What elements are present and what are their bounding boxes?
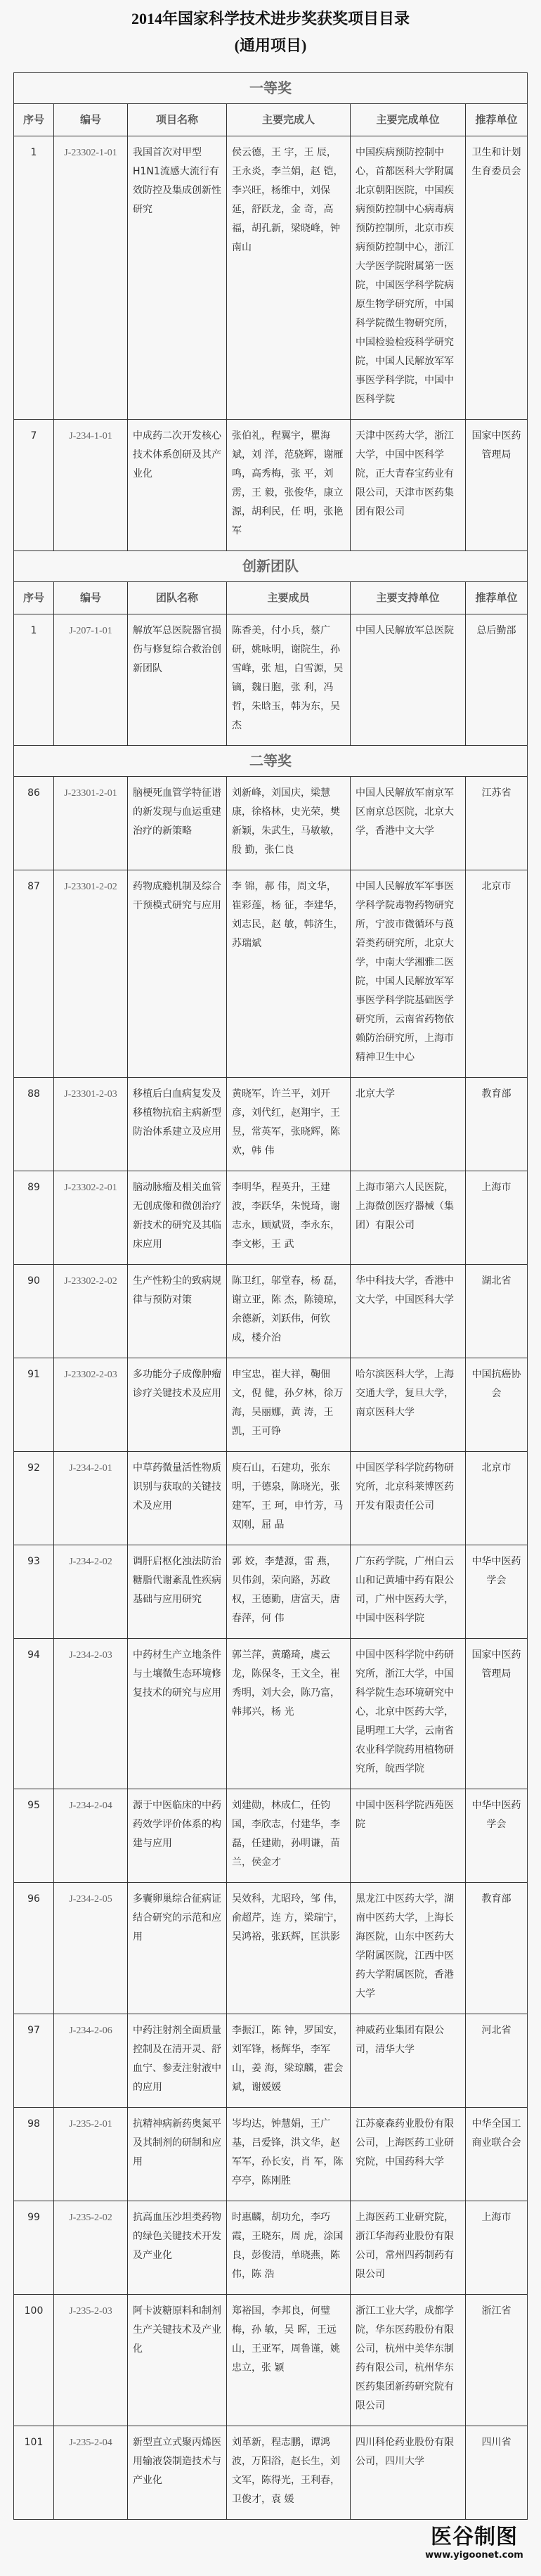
cell-members: 侯云德，王 宇，王 辰，王永炎，李兰娟，赵 铠，李兴旺，杨维中，刘保延，舒跃龙，金 奇，高 福，胡孔新，梁晓峰，钟南山 xyxy=(227,136,351,420)
cell-seq: 99 xyxy=(14,2201,54,2295)
cell-seq: 94 xyxy=(14,1639,54,1789)
cell-seq: 97 xyxy=(14,2014,54,2108)
cell-members: 陈卫红，邬堂春，杨 磊，谢立亚，陈 杰，陈镜琼，余德新，刘跃伟，何钦成，楼介治 xyxy=(227,1265,351,1358)
cell-code: J-23301-2-01 xyxy=(54,777,128,870)
cell-units: 浙江工业大学，成都学院，华东医药股份有限公司，杭州中美华东制药有限公司，杭州华东医药集团新药研究院有限公司 xyxy=(351,2295,466,2426)
column-header-members: 主要成员 xyxy=(227,582,351,614)
cell-project-name: 抗高血压沙坦类药物的绿色关键技术开发及产业化 xyxy=(128,2201,227,2295)
cell-recommender: 北京市 xyxy=(466,1452,528,1545)
cell-project-name: 中药材生产立地条件与土壤微生态环境修复技术的研究与应用 xyxy=(128,1639,227,1789)
cell-recommender: 江苏省 xyxy=(466,777,528,870)
table-row xyxy=(14,1789,528,1883)
cell-members: 时惠麟，胡功允，李巧霞，王晓东，周 虎，涂国良，彭俊清，单晓燕，陈 伟，陈 浩 xyxy=(227,2201,351,2295)
table-row xyxy=(14,1078,528,1171)
section-title: 一等奖 xyxy=(14,73,528,104)
column-header-code: 编号 xyxy=(54,104,128,136)
cell-recommender: 河北省 xyxy=(466,2014,528,2108)
cell-project-name: 中成药二次开发核心技术体系创研及其产业化 xyxy=(128,420,227,551)
cell-seq: 95 xyxy=(14,1789,54,1883)
section-header-row xyxy=(14,73,528,104)
cell-code: J-207-1-01 xyxy=(54,614,128,746)
cell-seq: 92 xyxy=(14,1452,54,1545)
cell-members: 黄晓军，许兰平，刘开彦，刘代红，赵翔宇，王 昱，常英军，张晓辉，陈 欢，韩 伟 xyxy=(227,1078,351,1171)
column-header-recommender: 推荐单位 xyxy=(466,582,528,614)
cell-recommender: 教育部 xyxy=(466,1883,528,2014)
cell-seq: 87 xyxy=(14,870,54,1078)
cell-recommender: 卫生和计划生育委员会 xyxy=(466,136,528,420)
page-title xyxy=(0,0,541,59)
cell-project-name: 药物成瘾机制及综合干预模式研究与应用 xyxy=(128,870,227,1078)
table-row xyxy=(14,2108,528,2201)
watermark-url: www.yigoonet.com xyxy=(425,2550,523,2561)
table-row xyxy=(14,777,528,870)
cell-seq: 90 xyxy=(14,1265,54,1358)
cell-members: 李振江，陈 钟，罗国安，刘军锋，杨辉华，李军山，姜 海，梁琼麟，霍会斌，谢媛媛 xyxy=(227,2014,351,2108)
cell-code: J-234-2-03 xyxy=(54,1639,128,1789)
cell-project-name: 多功能分子成像肿瘤诊疗关键技术及应用 xyxy=(128,1358,227,1452)
cell-units: 广东药学院，广州白云山和记黄埔中药有限公司，广州中医药大学，中国中医科学院 xyxy=(351,1545,466,1639)
cell-seq: 91 xyxy=(14,1358,54,1452)
cell-units: 上海医药工业研究院，浙江华海药业股份有限公司，常州四药制药有限公司 xyxy=(351,2201,466,2295)
cell-members: 郭 姣，李楚源，雷 燕，贝伟剑，荣向路，苏政权，王德勤，唐富天，唐春萍，何 伟 xyxy=(227,1545,351,1639)
column-header-units: 主要完成单位 xyxy=(351,104,466,136)
cell-project-name: 生产性粉尘的致病规律与预防对策 xyxy=(128,1265,227,1358)
cell-code: J-235-2-04 xyxy=(54,2426,128,2520)
cell-units: 中国中医科学院西苑医院 xyxy=(351,1789,466,1883)
cell-recommender: 四川省 xyxy=(466,2426,528,2520)
cell-recommender: 中华全国工商业联合会 xyxy=(466,2108,528,2201)
cell-code: J-23301-2-03 xyxy=(54,1078,128,1171)
cell-project-name: 抗精神病新药奥氮平及其制剂的研制和应用 xyxy=(128,2108,227,2201)
title-line-2: (通用项目) xyxy=(234,37,307,54)
cell-project-name: 我国首次对甲型H1N1流感大流行有效防控及集成创新性研究 xyxy=(128,136,227,420)
cell-code: J-23302-1-01 xyxy=(54,136,128,420)
cell-units: 上海市第六人民医院，上海微创医疗器械（集团）有限公司 xyxy=(351,1171,466,1265)
cell-units: 江苏豪森药业股份有限公司，上海医药工业研究院，中国药科大学 xyxy=(351,2108,466,2201)
table-row xyxy=(14,1358,528,1452)
table-row xyxy=(14,2201,528,2295)
cell-members: 李明华，程英升，王建波，李跃华，朱悦琦，谢志永，顾斌贤，李永东，李文彬，王 武 xyxy=(227,1171,351,1265)
cell-recommender: 中华中医药学会 xyxy=(466,1789,528,1883)
cell-recommender: 上海市 xyxy=(466,1171,528,1265)
cell-project-name: 多囊卵巢综合征病证结合研究的示范和应用 xyxy=(128,1883,227,2014)
cell-recommender: 北京市 xyxy=(466,870,528,1078)
section-title: 创新团队 xyxy=(14,551,528,582)
cell-code: J-234-2-02 xyxy=(54,1545,128,1639)
title-line-1: 2014年国家科学技术进步奖获奖项目目录 xyxy=(131,10,410,27)
cell-recommender: 中国抗癌协会 xyxy=(466,1358,528,1452)
cell-units: 黑龙江中医药大学，湖南中医药大学，上海长海医院，山东中医药大学附属医院，江西中医药大学附属医院，香港大学 xyxy=(351,1883,466,2014)
cell-code: J-234-1-01 xyxy=(54,420,128,551)
cell-code: J-235-2-01 xyxy=(54,2108,128,2201)
cell-members: 刘建勋，林成仁，任钧国，李欣志，付建华，李 磊，任建勋，孙明谦，苗 兰，侯金才 xyxy=(227,1789,351,1883)
table-row xyxy=(14,1265,528,1358)
cell-recommender: 教育部 xyxy=(466,1078,528,1171)
cell-seq: 86 xyxy=(14,777,54,870)
cell-members: 刘革新，程志鹏，谭鸿波，万阳浴，赵长生，刘文军，陈得光，王利春，卫俊才，袁 媛 xyxy=(227,2426,351,2520)
cell-code: J-234-2-01 xyxy=(54,1452,128,1545)
cell-recommender: 上海市 xyxy=(466,2201,528,2295)
cell-code: J-23302-2-01 xyxy=(54,1171,128,1265)
cell-recommender: 国家中医药管理局 xyxy=(466,420,528,551)
column-header-project-name: 项目名称 xyxy=(128,104,227,136)
cell-code: J-23302-2-02 xyxy=(54,1265,128,1358)
cell-units: 天津中医药大学，浙江大学，中国中医科学院，正大青春宝药业有限公司，天津市医药集团有限公司 xyxy=(351,420,466,551)
column-header-row xyxy=(14,104,528,136)
cell-units: 中国中医科学院中药研究所，浙江大学，中国科学院生态环境研究中心，北京中医药大学，昆明理工大学，云南省农业科学院药用植物研究所，皖西学院 xyxy=(351,1639,466,1789)
column-header-seq: 序号 xyxy=(14,104,54,136)
table-row xyxy=(14,1171,528,1265)
cell-members: 李 锦，郝 伟，周文华，崔彩莲，杨 征，李建华，刘志民，赵 敏，韩济生，苏瑞斌 xyxy=(227,870,351,1078)
table-row xyxy=(14,1545,528,1639)
cell-members: 郑裕国，李邦良，何璧梅，孙 敏，吴 晖，王远山，王亚军，周鲁谨，姚忠立，张 颖 xyxy=(227,2295,351,2426)
section-title: 二等奖 xyxy=(14,746,528,777)
table-row xyxy=(14,136,528,420)
column-header-row xyxy=(14,582,528,614)
cell-units: 神威药业集团有限公司，清华大学 xyxy=(351,2014,466,2108)
cell-code: J-23301-2-02 xyxy=(54,870,128,1078)
cell-project-name: 解放军总医院器官损伤与修复综合救治创新团队 xyxy=(128,614,227,746)
cell-members: 陈香美，付小兵，蔡广研，姚咏明，谢院生，孙雪峰，张 旭，白雪源，吴 镝，魏日胞，张 利，冯 哲，朱晗玉，韩为东，吴 杰 xyxy=(227,614,351,746)
column-header-code: 编号 xyxy=(54,582,128,614)
cell-code: J-234-2-06 xyxy=(54,2014,128,2108)
cell-seq: 96 xyxy=(14,1883,54,2014)
column-header-seq: 序号 xyxy=(14,582,54,614)
cell-units: 中国医学科学院药物研究所，北京科莱博医药开发有限责任公司 xyxy=(351,1452,466,1545)
cell-members: 申宝忠，崔大祥，鞠佃文，倪 健，孙夕林，徐万海，吴丽娜，黄 涛，王 凯，王可铮 xyxy=(227,1358,351,1452)
cell-members: 吴效科，尤昭玲，邹 伟，俞超芹，连 方，梁瑞宁，吴鸿裕，张跃辉，匡洪影 xyxy=(227,1883,351,2014)
cell-seq: 1 xyxy=(14,614,54,746)
cell-recommender: 湖北省 xyxy=(466,1265,528,1358)
cell-units: 中国疾病预防控制中心，首都医科大学附属北京朝阳医院，中国疾病预防控制中心病毒病预防控制所，北京市疾病预防控制中心，浙江大学医学院附属第一医院，中国医学科学院病原生物学研究所，中国科学院微生物研究所，中国检验检疫科学研究院，中国人民解放军军事医学科学院，中国中医科学院 xyxy=(351,136,466,420)
award-table xyxy=(13,72,528,2520)
column-header-units: 主要支持单位 xyxy=(351,582,466,614)
table-row xyxy=(14,614,528,746)
cell-units: 四川科伦药业股份有限公司，四川大学 xyxy=(351,2426,466,2520)
cell-project-name: 调肝启枢化浊法防治糖脂代谢紊乱性疾病基础与应用研究 xyxy=(128,1545,227,1639)
cell-code: J-23302-2-03 xyxy=(54,1358,128,1452)
cell-members: 郭兰萍，黄璐琦，虞云龙，陈保冬，王文全，崔秀明，刘大会，陈乃富，韩邦兴，杨 光 xyxy=(227,1639,351,1789)
cell-seq: 7 xyxy=(14,420,54,551)
cell-seq: 98 xyxy=(14,2108,54,2201)
cell-units: 华中科技大学，香港中文大学，中国医科大学 xyxy=(351,1265,466,1358)
cell-members: 岑均达，钟慧娟，王广基，吕爱锋，洪文华，赵军军，孙长安，肖 军，陈亭亭，陈刚胜 xyxy=(227,2108,351,2201)
cell-project-name: 中草药微量活性物质识别与获取的关键技术及应用 xyxy=(128,1452,227,1545)
cell-recommender: 国家中医药管理局 xyxy=(466,1639,528,1789)
table-row xyxy=(14,1452,528,1545)
cell-units: 北京大学 xyxy=(351,1078,466,1171)
table-row xyxy=(14,870,528,1078)
cell-project-name: 中药注射剂全面质量控制及在清开灵、舒血宁、参麦注射液中的应用 xyxy=(128,2014,227,2108)
cell-code: J-234-2-04 xyxy=(54,1789,128,1883)
cell-project-name: 脑动脉瘤及相关血管无创成像和微创治疗新技术的研究及其临床应用 xyxy=(128,1171,227,1265)
column-header-project-name: 团队名称 xyxy=(128,582,227,614)
cell-members: 庾石山，石建功，张东明，于德泉，陈晓光，张建军，王 珂，申竹芳，马双刚，屈 晶 xyxy=(227,1452,351,1545)
cell-project-name: 移植后白血病复发及移植物抗宿主病新型防治体系建立及应用 xyxy=(128,1078,227,1171)
table-row xyxy=(14,420,528,551)
cell-project-name: 脑梗死血管学特征谱的新发现与血运重建治疗的新策略 xyxy=(128,777,227,870)
cell-seq: 1 xyxy=(14,136,54,420)
cell-seq: 93 xyxy=(14,1545,54,1639)
watermark-logo xyxy=(422,2525,527,2562)
watermark-name: 医谷制图 xyxy=(431,2525,518,2549)
cell-project-name: 源于中医临床的中药药效学评价体系的构建与应用 xyxy=(128,1789,227,1883)
cell-seq: 88 xyxy=(14,1078,54,1171)
cell-code: J-234-2-05 xyxy=(54,1883,128,2014)
cell-seq: 89 xyxy=(14,1171,54,1265)
cell-units: 中国人民解放军总医院 xyxy=(351,614,466,746)
table-row xyxy=(14,2295,528,2426)
cell-units: 哈尔滨医科大学，上海交通大学，复旦大学，南京医科大学 xyxy=(351,1358,466,1452)
cell-recommender: 总后勤部 xyxy=(466,614,528,746)
table-row xyxy=(14,2014,528,2108)
cell-members: 刘新峰，刘国庆，梁慧康，徐格林，史光荣，樊新颖，朱武生，马敏敏，殷 勤，张仁良 xyxy=(227,777,351,870)
table-row xyxy=(14,1883,528,2014)
cell-seq: 100 xyxy=(14,2295,54,2426)
cell-code: J-235-2-02 xyxy=(54,2201,128,2295)
cell-project-name: 阿卡波糖原料和制剂生产关键技术及产业化 xyxy=(128,2295,227,2426)
section-header-row xyxy=(14,551,528,582)
section-header-row xyxy=(14,746,528,777)
table-row xyxy=(14,2426,528,2520)
cell-units: 中国人民解放军南京军区南京总医院，北京大学，香港中文大学 xyxy=(351,777,466,870)
table-row xyxy=(14,1639,528,1789)
cell-code: J-235-2-03 xyxy=(54,2295,128,2426)
cell-recommender: 中华中医药学会 xyxy=(466,1545,528,1639)
cell-units: 中国人民解放军军事医学科学院毒物药物研究所，宁波市微循环与莨菪类药研究所，北京大学，中南大学湘雅二医院，中国人民解放军军事医学科学院基础医学研究所，云南省药物依赖防治研究所，上海市精神卫生中心 xyxy=(351,870,466,1078)
column-header-recommender: 推荐单位 xyxy=(466,104,528,136)
cell-seq: 101 xyxy=(14,2426,54,2520)
column-header-members: 主要完成人 xyxy=(227,104,351,136)
cell-recommender: 浙江省 xyxy=(466,2295,528,2426)
cell-members: 张伯礼，程翼宇，瞿海斌，刘 洋，范骁辉，谢雁鸣，高秀梅，张 平，刘 雳，王 毅，张俊华，康立源，胡利民，任 明，张艳军 xyxy=(227,420,351,551)
cell-project-name: 新型直立式聚丙烯医用输液袋制造技术与产业化 xyxy=(128,2426,227,2520)
